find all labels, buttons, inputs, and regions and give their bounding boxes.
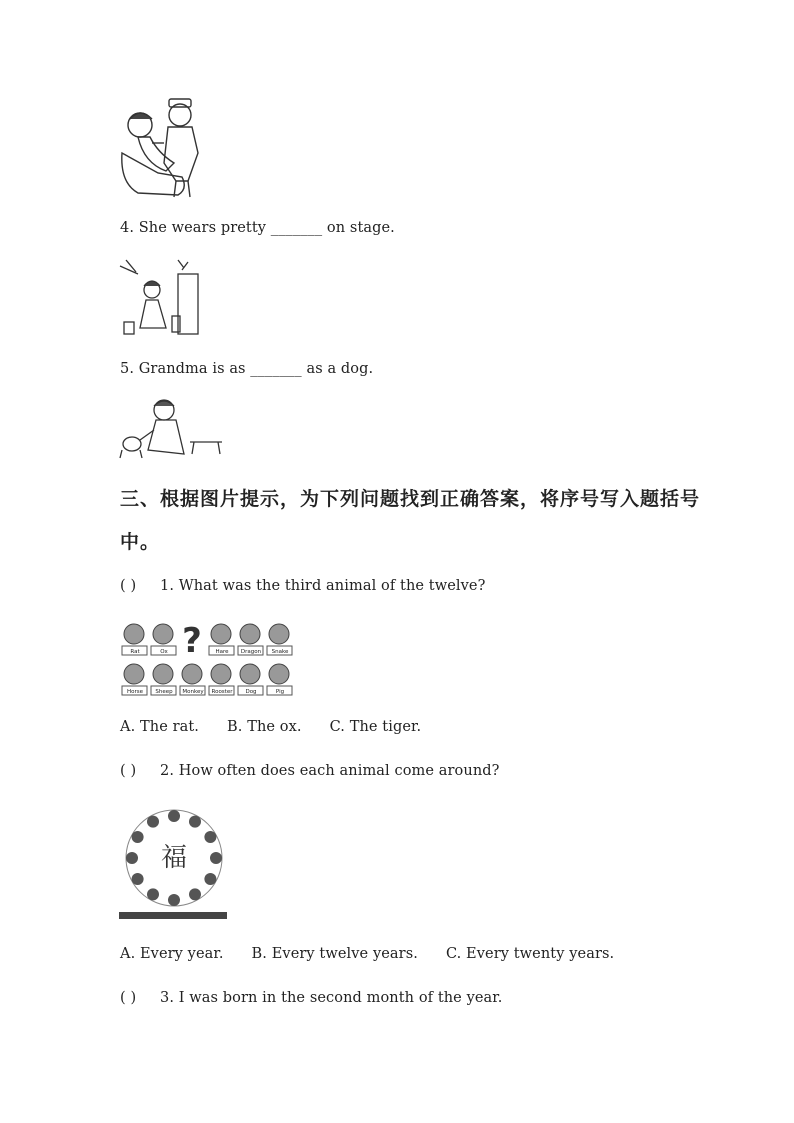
question-1 [120,578,485,594]
zodiac-animal-icon [124,664,144,684]
zodiac-label-text: Rooster [211,689,233,695]
zodiac-grid-image [119,620,297,696]
zodiac-animal-icon [211,664,231,684]
dentist-illustration [118,93,210,201]
question-4: 4. She wears pretty _______ on stage. [120,220,395,236]
circle-animal-icon [132,873,144,885]
question-3 [120,990,502,1006]
zodiac-label-text: Ox [160,649,168,655]
question-3-text: 3. I was born in the second month of the year. [160,990,503,1006]
question-1-text: 1. What was the third animal of the twelve? [160,578,486,594]
zodiac-label-text: Hare [215,649,229,655]
zodiac-animal-icon [124,624,144,644]
answer-paren[interactable]: ( ) [120,763,137,779]
question-2-text: 2. How often does each animal come around? [160,763,500,779]
zodiac-animal-icon [240,624,260,644]
zodiac-animal-icon [153,664,173,684]
option-b[interactable]: B. Every twelve years. [251,946,418,962]
zodiac-label-text: Horse [126,689,144,695]
question-5: 5. Grandma is as _______ as a dog. [120,361,374,377]
fu-character: 福 [160,843,188,873]
circle-animal-icon [147,816,159,828]
circle-animal-icon [189,888,201,900]
circle-animal-icon [210,852,222,864]
zodiac-animal-icon [182,664,202,684]
option-c[interactable]: C. The tiger. [329,719,422,735]
answer-paren[interactable]: ( ) [120,990,137,1006]
circle-animal-icon [126,852,138,864]
section-3-heading-line-1: 三、根据图片提示，为下列问题找到正确答案，将序号写入题括号 [120,488,701,510]
zodiac-label-text: Sheep [155,689,173,695]
zodiac-label-text: Monkey [182,689,204,695]
circle-animal-icon [147,888,159,900]
circle-animal-icon [168,810,180,822]
option-c[interactable]: C. Every twenty years. [445,946,615,962]
option-a[interactable]: A. The rat. [120,719,200,735]
option-a[interactable]: A. Every year. [120,946,224,962]
zodiac-label-text: Snake [271,649,289,655]
question-1-options [120,719,449,735]
circle-animal-icon [189,816,201,828]
zodiac-label-text: Pig [275,689,285,695]
zodiac-circle-image [119,802,229,920]
zodiac-animal-icon [269,664,289,684]
circle-animal-icon [204,873,216,885]
zodiac-label-text: Dragon [240,649,262,655]
circle-animal-icon [132,831,144,843]
question-2 [120,763,500,779]
answer-paren[interactable]: ( ) [120,578,137,594]
zodiac-label-text: Dog [245,689,257,695]
grandma-dog-illustration [118,396,224,462]
stage-illustration [118,256,200,336]
circle-animal-icon [204,831,216,843]
option-b[interactable]: B. The ox. [227,719,302,735]
zodiac-animal-icon [269,624,289,644]
question-2-options [120,946,642,962]
zodiac-animal-icon [153,624,173,644]
section-3-heading-line-2: 中。 [120,531,161,553]
zodiac-animal-icon [211,624,231,644]
question-mark-cell: ? [182,621,202,661]
zodiac-animal-icon [240,664,260,684]
circle-animal-icon [168,894,180,906]
zodiac-label-text: Rat [130,649,140,655]
